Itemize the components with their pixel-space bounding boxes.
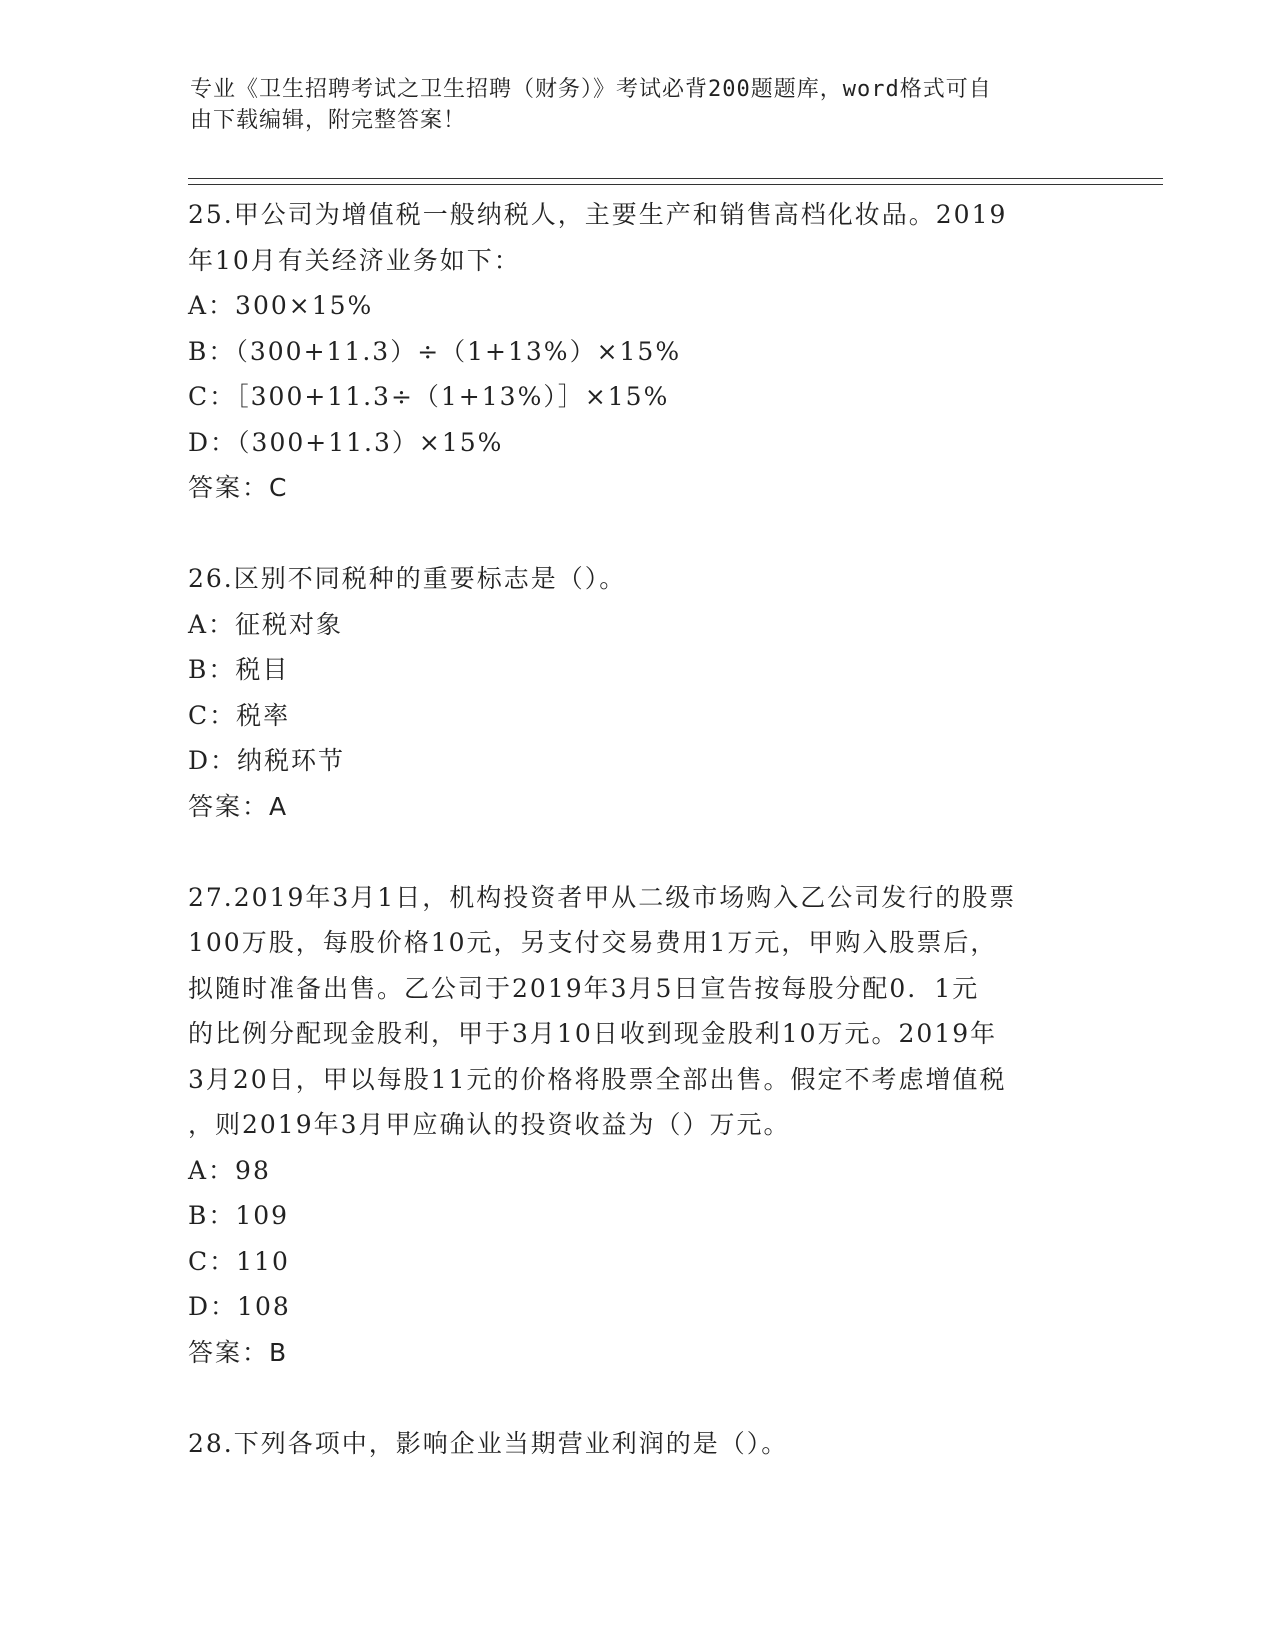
question-text: 的比例分配现金股利，甲于3月10日收到现金股利10万元。2019年	[188, 1019, 998, 1048]
spacer	[188, 511, 1098, 557]
question-text: 年10月有关经济业务如下：	[188, 245, 521, 275]
question-text: 3月20日，甲以每股11元的价格将股票全部出售。假定不考虑增值税	[188, 1064, 1007, 1094]
question-25	[188, 192, 1098, 511]
question-27	[188, 875, 1098, 1376]
question-text: 26.区别不同税种的重要标志是（）。	[188, 564, 627, 593]
question-text: ，则2019年3月甲应确认的投资收益为（）万元。	[188, 1110, 791, 1139]
question-28	[188, 1421, 1098, 1467]
option-d: D：108	[188, 1292, 291, 1321]
option-b: B：税目	[188, 655, 290, 684]
question-list	[188, 192, 1098, 1466]
answer-line: 答案：B	[188, 1337, 289, 1367]
answer-line: 答案：A	[188, 791, 289, 821]
option-b: B：（300+11.3）÷（1+13%）×15%	[188, 336, 682, 366]
spacer	[188, 1375, 1098, 1421]
document-header	[190, 74, 1070, 136]
header-divider-top	[188, 178, 1163, 179]
question-26	[188, 556, 1098, 829]
option-c: C：110	[188, 1246, 290, 1276]
option-a: A：征税对象	[188, 609, 344, 639]
option-c: C：税率	[188, 700, 291, 730]
question-text: 27.2019年3月1日，机构投资者甲从二级市场购入乙公司发行的股票	[188, 882, 1017, 912]
option-a: A：300×15%	[188, 291, 374, 320]
option-d: D：（300+11.3）×15%	[188, 427, 504, 457]
question-text: 拟随时准备出售。乙公司于2019年3月5日宣告按每股分配0．1元	[188, 973, 980, 1003]
option-a: A：98	[188, 1155, 271, 1185]
header-title-line-1: 专业《卫生招聘考试之卫生招聘（财务）》考试必背200题题库，word格式可自	[190, 77, 992, 102]
question-text: 25.甲公司为增值税一般纳税人，主要生产和销售高档化妆品。2019	[188, 200, 1008, 229]
header-title-line-2: 由下载编辑，附完整答案！	[190, 108, 467, 133]
option-d: D：纳税环节	[188, 746, 346, 775]
question-text: 28.下列各项中，影响企业当期营业利润的是（）。	[188, 1428, 789, 1458]
answer-line: 答案：C	[188, 473, 289, 502]
spacer	[188, 829, 1098, 875]
question-text: 100万股，每股价格10元，另支付交易费用1万元，甲购入股票后，	[188, 928, 998, 957]
option-b: B：109	[188, 1201, 290, 1230]
header-divider-bottom	[188, 184, 1163, 185]
option-c: C：［300+11.3÷（1+13%）］×15%	[188, 382, 670, 411]
